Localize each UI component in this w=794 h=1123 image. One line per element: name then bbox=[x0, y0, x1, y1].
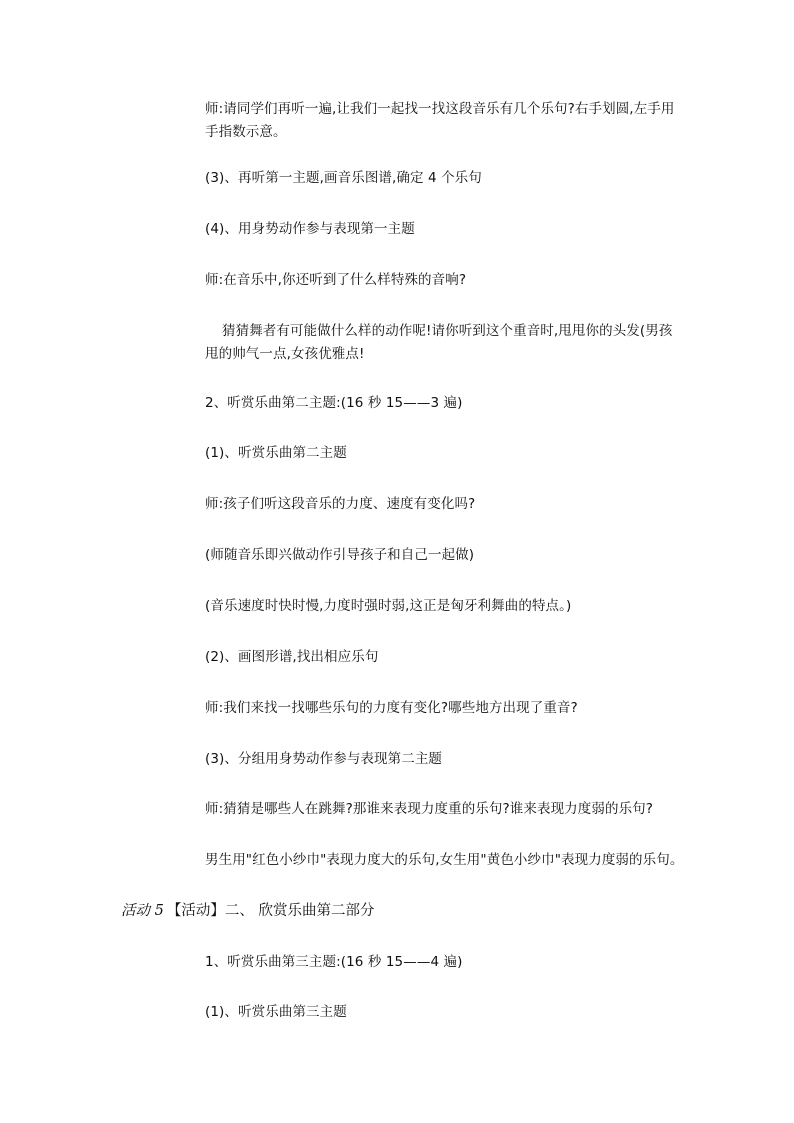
activity-tag: 活动 5 bbox=[121, 903, 164, 919]
step-listen-theme2: (1)、听赏乐曲第二主题 bbox=[205, 445, 347, 461]
step-group-movement-theme2: (3)、分组用身势动作参与表现第二主题 bbox=[205, 751, 443, 767]
teacher-prompt-phrases: 师:请同学们再听一遍,让我们一起找一找这段音乐有几个乐句?右手划圆,左手用手指数示意。 bbox=[205, 101, 675, 140]
teacher-question-dancers: 师:猜猜是哪些人在跳舞?那谁来表现力度重的乐句?谁来表现力度弱的乐句? bbox=[205, 801, 654, 817]
scarf-instruction: 男生用"红色小纱巾"表现力度大的乐句,女生用"黄色小纱巾"表现力度弱的乐句。 bbox=[205, 852, 684, 868]
section-theme3-heading: 1、听赏乐曲第三主题:(16 秒 15——4 遍) bbox=[205, 954, 463, 970]
teacher-question-dynamics: 师:孩子们听这段音乐的力度、速度有变化吗? bbox=[205, 496, 476, 512]
section-theme2-heading: 2、听赏乐曲第二主题:(16 秒 15——3 遍) bbox=[205, 395, 463, 411]
activity-heading bbox=[121, 899, 374, 923]
teacher-question-sound: 师:在音乐中,你还听到了什么样特殊的音响? bbox=[205, 272, 467, 288]
step-draw-graph: (2)、画图形谱,找出相应乐句 bbox=[205, 649, 379, 665]
step-body-movement-theme1: (4)、用身势动作参与表现第一主题 bbox=[205, 221, 415, 237]
step-draw-score: (3)、再听第一主题,画音乐图谱,确定 4 个乐句 bbox=[205, 170, 482, 186]
teacher-improv-note: (师随音乐即兴做动作引导孩子和自己一起做) bbox=[205, 547, 475, 563]
dancer-movement-paragraph: 猜猜舞者有可能做什么样的动作呢!请你听到这个重音时,甩甩你的头发(男孩甩的帅气一点,女孩优雅点! bbox=[205, 323, 673, 362]
teacher-question-accents: 师:我们来找一找哪些乐句的力度有变化?哪些地方出现了重音? bbox=[205, 700, 578, 716]
step-listen-theme3: (1)、听赏乐曲第三主题 bbox=[205, 1004, 347, 1020]
hungarian-dance-note: (音乐速度时快时慢,力度时强时弱,这正是匈牙利舞曲的特点。) bbox=[205, 598, 572, 614]
activity-title: 【活动】二、 欣赏乐曲第二部分 bbox=[166, 903, 375, 919]
